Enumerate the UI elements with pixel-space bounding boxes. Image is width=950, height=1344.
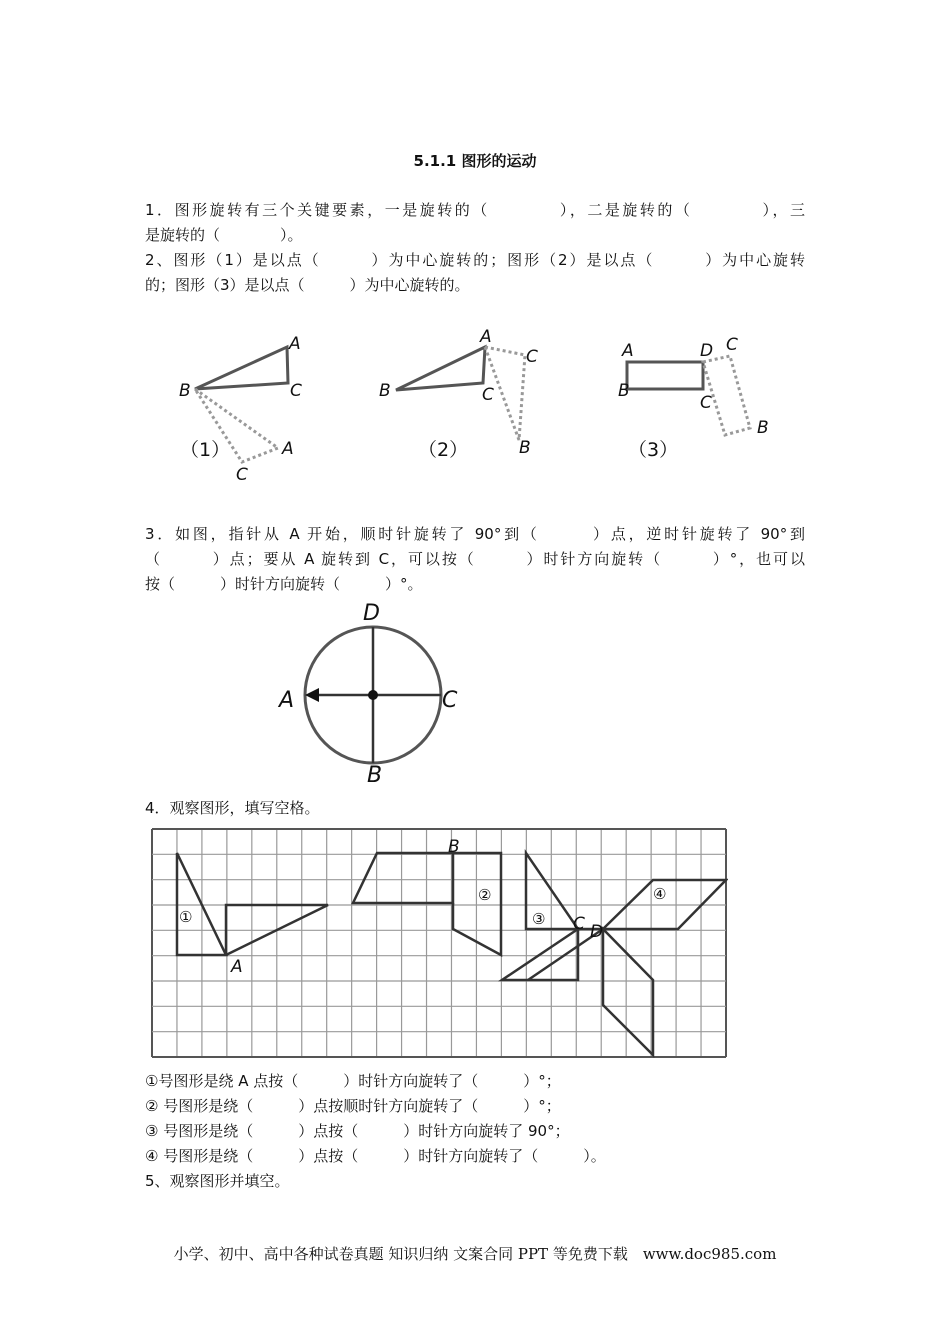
pointer-arrow-icon	[305, 688, 319, 702]
label-A: A	[231, 957, 243, 977]
label-D: D	[590, 922, 604, 942]
label-B: B	[367, 763, 383, 788]
label-B: B	[618, 381, 630, 401]
grid-lines	[152, 829, 726, 1057]
shape-4-rotated-a	[603, 929, 653, 1055]
grid-figure	[148, 825, 728, 1060]
number-4: ④	[653, 885, 667, 903]
label-C: C	[290, 381, 302, 401]
label-B-rotated: B	[519, 438, 531, 458]
label-A-rotated: A	[282, 439, 294, 459]
label-B: B	[179, 381, 191, 401]
question-5-heading: 5、观察图形并填空。	[145, 1172, 290, 1190]
pointer-circle-figure	[270, 596, 470, 788]
label-A: A	[279, 688, 295, 713]
question-3-line-1: 3．如图，指针从 A 开始，顺时针旋转了 90°到（ ）点，逆时针旋转了 90°到	[145, 525, 805, 543]
center-dot	[368, 690, 378, 700]
triangle-original-2	[396, 347, 485, 390]
footer: 小学、初中、高中各种试卷真题 知识归纳 文案合同 PPT 等免费下载 www.doc985.com	[173, 1245, 777, 1263]
label-C-rotated: C	[726, 335, 738, 355]
label-A: A	[622, 341, 634, 361]
figure-3	[618, 335, 769, 461]
question-2-line-2: 的；图形（3）是以点（ ）为中心旋转的。	[145, 276, 470, 294]
figure-2	[379, 327, 538, 461]
number-3: ③	[532, 910, 546, 928]
question-3-line-3: 按（ ）时针方向旋转（ ）°。	[145, 575, 423, 593]
question-4-heading: 4．观察图形，填写空格。	[145, 799, 320, 817]
triangle-original-1	[195, 347, 288, 389]
caption-1: （1）	[180, 439, 231, 461]
label-D: D	[363, 601, 380, 626]
caption-2: （2）	[418, 439, 469, 461]
label-C: C	[573, 914, 585, 934]
label-B: B	[379, 381, 391, 401]
question-1-line-2: 是旋转的（ ）。	[145, 226, 303, 244]
question-1-line-1: 1．图形旋转有三个关键要素，一是旋转的（ ），二是旋转的（ ），三	[145, 201, 805, 219]
question-4-line-4: ④ 号图形是绕（ ）点按（ ）时针方向旋转了（ ）。	[145, 1147, 606, 1165]
page-title: 5.1.1 图形的运动	[413, 152, 537, 170]
caption-3: （3）	[628, 439, 679, 461]
label-A: A	[289, 334, 301, 354]
label-D: D	[700, 341, 714, 361]
label-C: C	[442, 688, 458, 713]
question-4-line-3: ③ 号图形是绕（ ）点按（ ）时针方向旋转了 90°；	[145, 1122, 570, 1140]
question-3-line-2: （ ）点；要从 A 旋转到 C，可以按（ ）时针方向旋转（ ）°，也可以	[145, 550, 805, 568]
label-B-rotated: B	[757, 418, 769, 438]
question-4-line-2: ② 号图形是绕（ ）点按顺时针方向旋转了（ ）°；	[145, 1097, 561, 1115]
question-2-line-1: 2、图形（1）是以点（ ）为中心旋转的；图形（2）是以点（ ）为中心旋转	[145, 251, 805, 269]
question-4-line-1: ①号图形是绕 A 点按（ ）时针方向旋转了（ ）°；	[145, 1072, 561, 1090]
label-A: A	[480, 327, 492, 347]
label-C-rotated: C	[526, 347, 538, 367]
number-1: ①	[179, 908, 193, 926]
label-C-rotated: C	[236, 465, 248, 485]
shape-2-parallelogram	[353, 853, 453, 903]
label-B: B	[448, 837, 460, 857]
rotation-figures	[160, 320, 800, 490]
label-C: C	[482, 385, 494, 405]
figure-1	[179, 334, 302, 485]
rectangle-original	[627, 362, 703, 389]
label-C: C	[700, 393, 712, 413]
number-2: ②	[478, 886, 492, 904]
